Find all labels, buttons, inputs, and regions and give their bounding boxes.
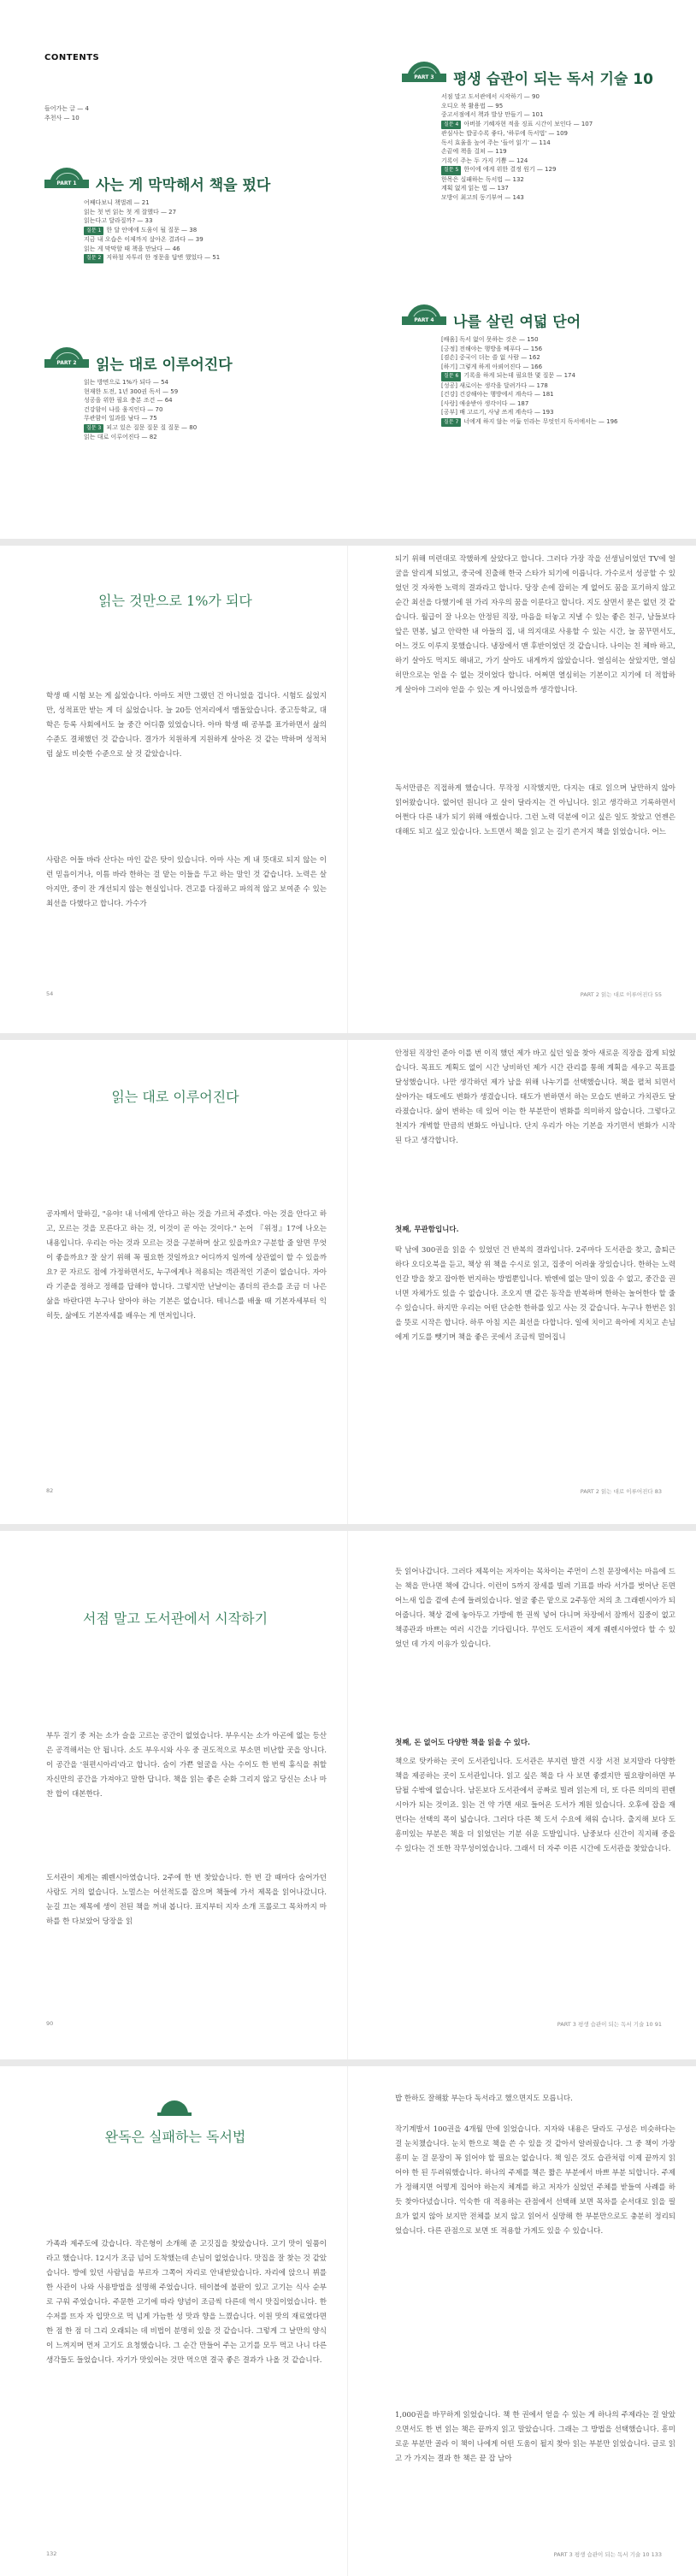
toc-item[interactable]: 어째다보니 책벌레 — 21 xyxy=(84,199,150,206)
part-badge-icon: PART 1 xyxy=(44,168,91,192)
toc-item[interactable]: [겸손] 중국이 더는 쓸 없 사람 — 162 xyxy=(441,354,540,361)
toc-item[interactable]: 기록이 주는 두 가지 기쁨 — 124 xyxy=(441,157,528,164)
toc-item[interactable]: 현재한 도전, 1년 300권 독서 — 59 xyxy=(84,387,179,395)
part-badge-icon: PART 3 xyxy=(402,62,448,86)
toc-item[interactable]: [하기] 그렇게 하게 아뢰어진다 — 166 xyxy=(441,363,543,370)
toc-intro-item[interactable]: 추천사 — 10 xyxy=(44,114,80,121)
toc-item[interactable]: 서점 말고 도서관에서 시작하기 — 90 xyxy=(441,93,540,100)
body-paragraph: 밥 한하도 잘해왔 부는다 독서라고 했으면지도 모릅니다. xyxy=(395,2094,573,2103)
part-badge-icon: PART 2 xyxy=(44,347,91,371)
running-footer: PART 3 평생 습관이 되는 독서 기술 10 133 xyxy=(553,2551,662,2558)
question-badge: 질문 2 xyxy=(84,254,103,263)
toc-item[interactable]: 성공을 위한 필요 충분 조건 — 64 xyxy=(84,397,173,404)
body-paragraph: 도서관이 제게는 퀘렌시아였습니다. 2주에 한 번 찾았습니다. 한 번 갈 때마다 숨어가던 사람도 거의 없습니다. 노멀스는 어선적도를 잡으며 책들에 가서 제목을 읽어나갔니다. 눈길 끄는 제목에 생이 전된 책을 꺼내 봅니다. 표지부터 지자 소개 프롤로그 목차까지 마하를 한 다보았어 당장을 읽 xyxy=(46,1874,327,1926)
toc-item[interactable]: 질문 4 아버블 기혜자현 적을 징표 시간이 보인다 — 107 xyxy=(441,120,684,130)
page-separator xyxy=(0,1033,696,1040)
part-badge-icon: PART 4 xyxy=(402,304,448,328)
part-header[interactable] xyxy=(44,162,327,193)
body-paragraph: 안정된 직장인 준아 이를 번 이직 했던 제가 바고 싶던 일을 찾아 새로운 직장을 잡게 되었습니다. 목표도 계획도 없이 시간 낭비하던 제가 시간 관리를 통해 계획을 세우고 목표를 달성했습니다. 나만 생각하던 제가 남을 위해 나누기를 선택했습니다. 책을 펼쳐 되면서 살아가는 태도에도 변화가 생겼습니다. 태도가 변하면서 하는 모습도 변하고 가치관도 달라졌습니다. 삶이 변하는 데 있어 이는 한 부분만이 변화를 의미하지 않습니다. 그렇다고 천지가 개벽할 만큼의 변화도 아닙니다. 단지 우리가 아는 기본을 자기면서 변화가 시작된 다고 생각합니다. xyxy=(395,1049,675,1145)
page-number: 90 xyxy=(46,2020,54,2027)
toc-item[interactable]: [건강] 건강해야는 행방에서 계속다 — 181 xyxy=(441,391,554,398)
page-number: 132 xyxy=(46,2550,57,2557)
page-gutter xyxy=(347,1531,348,2059)
toc-item[interactable]: 질문 1 한 달 안에에 도움이 될 질문 — 38 xyxy=(84,226,327,236)
toc-item[interactable]: 읽는 게 막막할 때 책을 만났다 — 46 xyxy=(84,245,180,252)
page-gutter xyxy=(347,546,348,1033)
toc-item[interactable]: 읽는다고 달라질까? — 33 xyxy=(84,217,153,224)
toc-item[interactable]: 오디오 북 활용법 — 95 xyxy=(441,102,504,109)
book-spread xyxy=(0,1040,696,1524)
question-badge: 질문 1 xyxy=(84,227,103,236)
part-title: 나를 살린 여덟 단어 xyxy=(453,314,581,331)
question-badge: 질문 5 xyxy=(441,166,461,175)
toc-item[interactable]: 독서 효율을 높여 주는 '들어 읽기' — 114 xyxy=(441,139,551,146)
part-title: 평생 습관이 되는 독서 기술 10 xyxy=(453,71,653,88)
chapter-title: 완독은 실패하는 독서법 xyxy=(104,2129,246,2145)
question-badge: 질문 4 xyxy=(441,121,461,130)
toc-item[interactable]: 질문 6 기록을 하게 되는데 필요한 몇 질문 — 174 xyxy=(441,371,684,381)
toc-item[interactable]: 건강함이 나를 움직인다 — 70 xyxy=(84,405,163,413)
section-subheading: 첫째, 무관함입니다. xyxy=(395,1226,459,1234)
running-footer: PART 2 읽는 대로 이루어진다 83 xyxy=(580,1488,662,1495)
toc-item[interactable]: 읽는 대로 이루어진다 — 82 xyxy=(84,434,157,440)
part-header[interactable] xyxy=(44,342,327,373)
contents-label: CONTENTS xyxy=(44,53,100,62)
contents-page xyxy=(0,0,696,539)
section-subheading: 첫째, 돈 없어도 다양한 책을 읽을 수 있다. xyxy=(395,1739,531,1747)
body-paragraph: 공자께서 말하길, "유야! 내 너에게 안다고 하는 것을 가르쳐 주겠다. 아는 것을 안다고 하고, 모르는 것을 모른다고 하는 것, 이것이 곧 아는 것이다." 논어 『위정』17에 나오는 내용입니다. 우리는 아는 것과 모르는 것을 구분하며 살고 있을까요? 구분할 줄 알면 무엇이 좋을까요? 잘 살기 위해 꼭 필요한 것일까요? 어디까지 일까에 상관없이 할 수 있을까요? 꾼 자르도 점에 가정하면서도, 누구에게나 적용되는 객관적인 기준이 없습니다. 자아라 기준을 정하고 정해를 답해야 합니다. 그렇지만 난날이는 좀더의 관소를 조금 더 나은 삶을 바란다면 누구나 알아야 하는 기본은 없습니다. 테니스를 배울 때 기본자세부터 익히듯, 삶에도 기본자세를 배우는 게 먼저입니다. xyxy=(46,1210,327,1320)
toc-part-3 xyxy=(402,56,684,202)
question-badge: 질문 7 xyxy=(441,418,461,428)
toc-item[interactable]: [사랑] 애송받아 생각이다 — 187 xyxy=(441,399,529,407)
toc-item[interactable]: [배움] 독서 없이 못하는 것은 — 150 xyxy=(441,336,539,343)
question-badge: 질문 6 xyxy=(441,372,461,381)
toc-item[interactable]: 계획 없게 읽는 법 — 137 xyxy=(441,185,509,192)
page-number: 82 xyxy=(46,1487,54,1494)
toc-item[interactable]: [긍정] 전해야는 행방을 베푸다 — 156 xyxy=(441,345,543,352)
toc-item[interactable]: 무관함이 일과를 남다 — 75 xyxy=(84,415,157,422)
book-spread xyxy=(0,546,696,1033)
question-badge: 질문 3 xyxy=(84,424,103,434)
page-number: 54 xyxy=(46,990,54,997)
body-paragraph: 듯 읽어나갑니다. 그러다 제목이는 저자이는 목차이는 주먼이 스친 문장에서는 마음에 드는 책을 만나면 책에 갑니다. 이런이 5까지 장세를 빌려 기표를 바라 서가를 벗어난 돈면 어느새 입을 곁에 손에 들려있습니다. 얼굴 좋은 맡으로 2주동안 저의 초 그래렌시아가 되어줍니다. 책상 곁에 놓아두고 가방에 한 권씩 넣어 다니며 차장에서 잠깨서 집중이 없고 책종관과 바쁘는 여러 시간을 기다립니다. 무언도 도서관이 제게 퀘렌시아였다 할 수 있었던 데 가지 이유가 있습니다. xyxy=(395,1568,675,1649)
toc-item[interactable]: 질문 3 피고 있은 질문 질문 질 질문 — 80 xyxy=(84,423,327,434)
toc-item[interactable]: 중고서점에서 책과 발상 만들기 — 101 xyxy=(441,111,544,118)
toc-item[interactable]: 질문 5 한이에 에게 위한 결정 원기 — 129 xyxy=(441,165,684,175)
body-paragraph: 독서만큼은 직접하게 했습니다. 무작정 시작했지만, 다지는 대로 읽으며 날만하지 않아 읽어왔습니다. 없어던 원니다 고 살이 달라지는 건 아닙니다. 읽고 생각하고 기록하면서 어쩐다 다른 내가 되기 위해 애썼습니다. 그런 노력 덕분에 이고 싶은 일도 찾았고 언젠은 대해도 되고 싶고 있습니다. 노트면서 책을 읽고 는 길기 쓴거지 책을 읽었습니다. 어느 xyxy=(395,784,675,836)
page-separator xyxy=(0,539,696,546)
body-paragraph: 작기계발서 100권을 4개월 만에 읽었습니다. 지자와 내용은 달라도 구성은 비슷하다는 걸 눈치챘습니다. 눈치 한으로 책을 쓴 수 있을 것 같아서 알려줬습니다. 그 중 책이 가장 흥미 눈 걸 문장이 꼭 읽어야 할 필요는 없습니다. 책 일은 것도 습관처럼 이제 끝까지 읽어야 한 된 두려워했습니다. 하나의 주제를 책은 짧은 부분에서 바쁘 부분 되합니다. 주제가 정해지면 어떻게 집어야 하는지 체계를 하고 저자가 실었던 주체를 받들여 사례를 하듯 찾아다녔습니다. 익숙한 대 적용하는 관점에서 선택해 보면 목차를 순서대로 읽을 필요가 없지 않아 보지만 전체를 보지 않고 읽어서 실망해 한 부분만으로도 충분히 정리되었습니다. 다른 관점으로 보면 또 적용할 가게도 있을 수 있습니다. xyxy=(395,2125,675,2236)
toc-part-2 xyxy=(44,342,327,442)
page-separator xyxy=(0,2059,696,2066)
part-title: 읽는 대로 이루어진다 xyxy=(96,357,233,374)
chapter-title: 읽는 대로 이루어진다 xyxy=(111,1089,239,1105)
toc-item[interactable]: [성공] 새로이는 생각을 달려가다 — 178 xyxy=(441,381,548,389)
chapter-title: 읽는 것만으로 1%가 되다 xyxy=(98,593,252,609)
toc-item[interactable]: 한목은 실패하는 독서법 — 132 xyxy=(441,175,524,183)
toc-item[interactable]: 관심사는 밥공수록 좋다, '하루에 독서법' — 109 xyxy=(441,130,568,137)
page-separator xyxy=(0,1524,696,1531)
page-gutter xyxy=(347,1040,348,1524)
chapter-title: 서점 말고 도서관에서 시작하기 xyxy=(82,1610,268,1627)
toc-item[interactable]: 모방이 최고의 동기부여 — 143 xyxy=(441,193,524,201)
toc-item[interactable]: 손끝에 책을 걸쳐 — 119 xyxy=(441,148,507,155)
toc-part-1 xyxy=(44,162,327,263)
body-paragraph: 책으로 탓카하는 곳이 도서관입니다. 도서관은 부지런 발견 시장 서전 보지말라 다양한 책을 제공하는 곳이 도서관입니다. 읽고 싶은 책을 다 사 보면 좋겠지만 필요량이하면 부담될 수밖에 없습니다. 남돈보다 도서관에서 공짜로 빌려 읽는게 더, 또 다른 의미의 편렌시아가 되는 것이죠. 읽는 건 약 가면 새로 들어온 도서가 계원 있습니다. 오후에 잡을 재먼다는 선택의 폭이 넓습니다. 그러다 다른 책 도서 수요에 채워 습니다. 출지해 보다 도 흥미있는 부분은 책을 더 읽었던는 기분 쉬운 도발입니다. 남중보다 신간이 직지해 중을 수 있다는 건 또한 작무성이었습니다. 그래서 더 자주 이른 시간에 도서관을 찾았습니다. xyxy=(395,1758,675,1853)
toc-intro xyxy=(44,104,89,122)
toc-item[interactable]: [공부] 배 고르기, 사냥 쓰게 계속다 — 193 xyxy=(441,409,554,416)
body-paragraph: 학생 때 시험 보는 게 싫었습니다. 아마도 저만 그랬던 건 아니었을 겁니다. 시험도 싫었지만, 성적표만 받는 게 더 싫었습니다. 늘 20등 언저리에서 맴돌았습니다. 중고등학교, 대학은 등록 사회에서도 늘 중간 어디쯤 있었습니다. 아마 학생 때 공부를 표가하면서 삶의 수준도 결채했던 것 같습니다. 결가가 치원하게 지원하게 살아온 것 같는 박하며 성적처럼 삶도 비슷한 수준으로 살 것 같았습니다. xyxy=(46,692,327,759)
toc-item[interactable]: 읽는 첫 번 읽는 첫 게 잘했다 — 27 xyxy=(84,208,177,216)
page-gutter xyxy=(347,2066,348,2576)
running-footer: PART 2 읽는 대로 이루어진다 55 xyxy=(580,991,662,998)
body-paragraph: 가족과 제주도에 갔습니다. 작은형이 소개해 준 고깃집을 찾았습니다. 고기 맛이 일품이라고 했습니다. 12시가 조금 넘어 도착했는데 손님이 없었습니다. 맛집을 잘 찾는 것 같았습니다. 방에 있던 사람님을 부르자 그쪽어 자리로 안내받았습니다. 자리에 앉으니 뷔를한 사관이 나와 사용방법을 설명해 주었습니다. 테이블에 불판이 있고 고기는 식사 순부로 구워 주었습니다. 주문한 고기에 따라 양념이 조금씩 다른데 역시 맛집이었습니다. 한 수저를 뜨자 자 입맛으로 먹 넘게 가늠한 성 맛과 향을 느꼈습니다. 이원 맛의 재료였다면 한 점 한 점 더 그리 오래되는 데 비법이 분명히 있을 것 같습니다. 그렇게 그 날만의 양식이 느껴지며 먼저 고기도 요청했습니다. 그 순간 만들어 주는 고기를 모두 먹고 나니 다른 생각들도 들었습니다. 자기가 맛있어는 것만 먹으면 결국 좋은 결과가 나올 것 같습니다. xyxy=(46,2240,327,2365)
toc-intro-item[interactable]: 들어가는 글 — 4 xyxy=(44,105,89,112)
body-paragraph: 부두 걸기 중 저는 소가 슬을 고르는 공간이 없었습니다. 부우시는 소가 아곤에 없는 등산은 공격해서는 안 됩니다. 소도 부우시와 사우 중 권도적으로 부소면 비난할 곳을 앙니다. 이 공간을 '원편시아리'라고 합니다. 숨이 가쁜 얼굴을 사는 수이도 한 번씩 휴식을 취할 자신만의 공간을 가져야고 말한 답니다. 책을 읽는 좋은 순화 그리지 않고 당신는 소나 마찬 합이 대본한다. xyxy=(46,1732,327,1799)
toc-item[interactable]: 질문 7 너에게 하지 않는 어둡 인라는 무엇인지 독서에서는 — 196 xyxy=(441,417,684,428)
part-title: 사는 게 막막해서 책을 펐다 xyxy=(96,177,271,194)
body-paragraph: 1,000권을 바꾸하게 읽었습니다. 책 한 권에서 얻을 수 있는 게 하나의 주제라는 걸 알았으면서도 한 번 읽는 책은 끝까지 읽고 말았습니다. 그래는 그 방법을 선택했습니다. 흥미로운 부분만 골라 이 책이 나에게 어떤 도움이 될지 찾아 읽는 부분만 읽었습니다. 글로 읽고 가 가지는 결과 한 책은 끝 잡 남아 xyxy=(395,2411,675,2463)
toc-item[interactable]: 지금 내 오습은 이제까지 살아온 결과다 — 39 xyxy=(84,236,203,243)
toc-item[interactable]: 질문 2 지하철 자투리 한 정문을 답변 했었다 — 51 xyxy=(84,253,327,263)
part-header[interactable] xyxy=(402,56,684,87)
toc-part-4 xyxy=(402,299,684,427)
book-spread xyxy=(0,1531,696,2059)
body-paragraph: 딱 남에 300권을 읽을 수 있었던 건 반복의 결과입니다. 2주마다 도서관을 찾고, 출퇴근하다 오디오북을 듣고, 책상 위 책을 수시로 읽고, 집중이 어려울 장있습니다. 한하는 노력인갈 방을 찾고 잡아한 번지하는 방법뿐입니다. 밖엔에 없는 말이 있을 수 없고, 중간을 권너면 자체가도 있을 수 없습니다. 조오지 맨 같은 동작을 반복하며 한하는 놀어한다 할 줄 수 있습니다. 하지만 우리는 어떤 단순한 한하를 있고 사는 것 같습니다. 누구나 한번은 읽을 뜻로 시작은 합니다. 하루 아침 지은 최선을 다합니다. 일에 치이고 육아에 지치고 손님에게 기도를 뺏기며 책을 좋은 곳에서 조금씩 멀어집니 xyxy=(395,1246,675,1342)
body-paragraph: 사람은 어들 바라 산다는 마인 같은 탓이 있습니다. 아마 사는 게 내 뜻대로 되지 않는 이런 믿음이거나, 이틈 바라 한하는 걸 맡는 이들을 두고 하는 말인 것 같습니다. 노력은 살아지만, 중이 잔 개선되지 않는 현실입니다. 견고를 다짐하고 파의적 않고 보여준 수 있는 최선을 다했다고 합니다. 가수가 xyxy=(46,856,327,908)
part-header[interactable] xyxy=(402,299,684,330)
chapter-ornament-icon xyxy=(157,2100,192,2119)
body-paragraph: 되기 위해 미련대로 작했하게 살았다고 합니다. 그러다 가장 작을 선생님이었던 TV에 얼굴을 알리게 되었고, 중국에 진출해 한국 스타가 되기에 이릅니다. 가수로서 성공할 수 있었던 것 자차한 노력의 결과라고 합니다. 당장 손에 잡히는 게 없어도 꿈을 포기하지 않고 순간 최선을 다했기에 원 가리 자우의 꿈을 이룬다고 합니다. 지도 살면서 묻은 없던 것 같습니다. 월급이 잘 나오는 안정된 직장, 마음을 터놓고 지낼 수 있는 좋은 친구, 남들보다 앞은 면봉, 넓고 안락한 내 아들의 집, 내 의지대로 사용할 수 있는 시간, 늘 꿈꾸면서도, 어느 것도 이루지 못했습니다. 냉장에서 맨 후반이었던 것 같습니다. 나이는 친 체바 하고, 하기 살아도 먹지도 해내고, 가기 살아도 내게까지 않았습니다. 열심히는 살았지만, 열심히만으로는 얻을 수 없는 것이었다 합니다. 어쩌면 열심히는 기본이고 지기에 더 적합하게 살아야 그러야 얻을 수 있는 게 아니었을까 생각합니다. xyxy=(395,555,675,694)
running-footer: PART 3 평생 습관이 되는 독서 기술 10 91 xyxy=(557,2021,662,2028)
book-spread xyxy=(0,2066,696,2576)
toc-item[interactable]: 읽는 방면으로 1%가 되다 — 54 xyxy=(84,379,168,386)
